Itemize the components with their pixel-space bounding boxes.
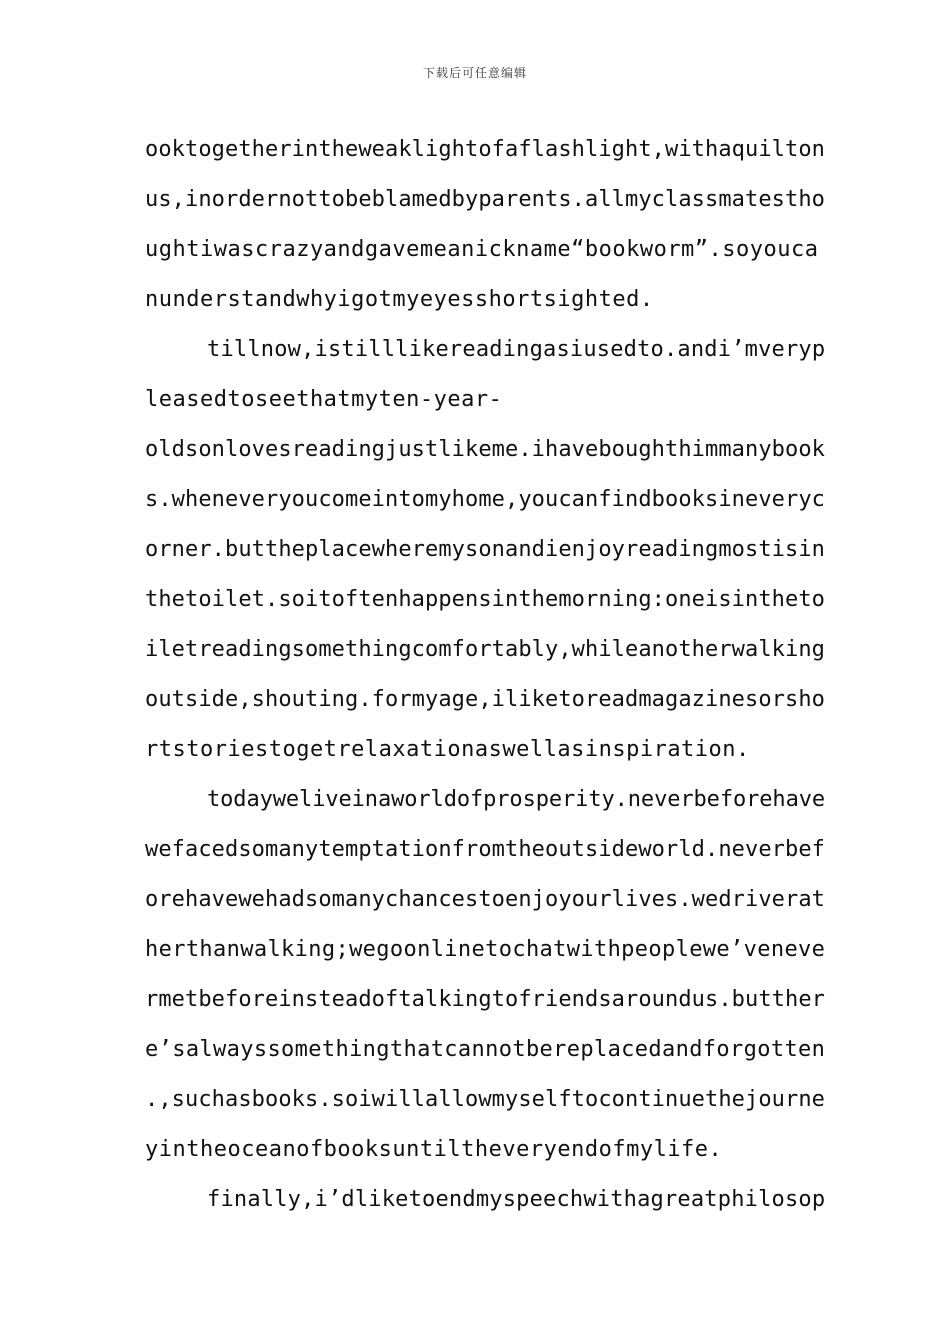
text-line: tillnow,istilllikereadingasiusedto.andi’mveryp xyxy=(207,337,826,362)
text-line: rtstoriestogetrelaxationaswellasinspiration. xyxy=(145,737,750,762)
text-line: yintheoceanofbooksuntiltheveryendofmylife. xyxy=(145,1137,723,1162)
text-line: iletreadingsomethingcomfortably,whileanotherwalking xyxy=(145,637,826,662)
text-line: herthanwalking;wegoonlinetochatwithpeoplewe’veneve xyxy=(145,937,826,962)
document-body xyxy=(145,133,825,1233)
text-line: nunderstandwhyigotmyeyesshortsighted. xyxy=(145,287,654,312)
text-line: e’salwayssomethingthatcannotbereplacedandforgotten xyxy=(145,1037,826,1062)
text-line: s.wheneveryoucomeintomyhome,youcanfindbooksineveryc xyxy=(145,487,826,512)
text-line: outside,shouting.formyage,iliketoreadmagazinesorsho xyxy=(145,687,826,712)
text-line: orner.buttheplacewheremysonandienjoyreadingmostisin xyxy=(145,537,826,562)
text-line: finally,i’dliketoendmyspeechwithagreatphilosop xyxy=(207,1187,826,1212)
text-line: oldsonlovesreadingjustlikeme.ihaveboughthimmanybook xyxy=(145,437,826,462)
text-line: .,suchasbooks.soiwillallowmyselftocontinuethejourne xyxy=(145,1087,826,1112)
page-header: 下载后可任意编辑 xyxy=(422,66,527,80)
text-line: leasedtoseethatmyten-year- xyxy=(145,387,503,412)
text-line: us,inordernottobeblamedbyparents.allmyclassmatestho xyxy=(145,187,826,212)
text-line: ooktogetherintheweaklightofaflashlight,withaquilton xyxy=(145,137,826,162)
text-line: wefacedsomanytemptationfromtheoutsideworld.neverbef xyxy=(145,837,826,862)
text-line: rmetbeforeinsteadoftalkingtofriendsaroundus.butther xyxy=(145,987,826,1012)
text-line: todayweliveinaworldofprosperity.neverbeforehave xyxy=(207,787,826,812)
text-line: ughtiwascrazyandgavemeanickname“bookworm”.soyouca xyxy=(145,237,819,262)
text-line: thetoilet.soitoftenhappensinthemorning:oneisintheto xyxy=(145,587,826,612)
text-line: orehavewehadsomanychancestoenjoyourlives.wedriverat xyxy=(145,887,826,912)
